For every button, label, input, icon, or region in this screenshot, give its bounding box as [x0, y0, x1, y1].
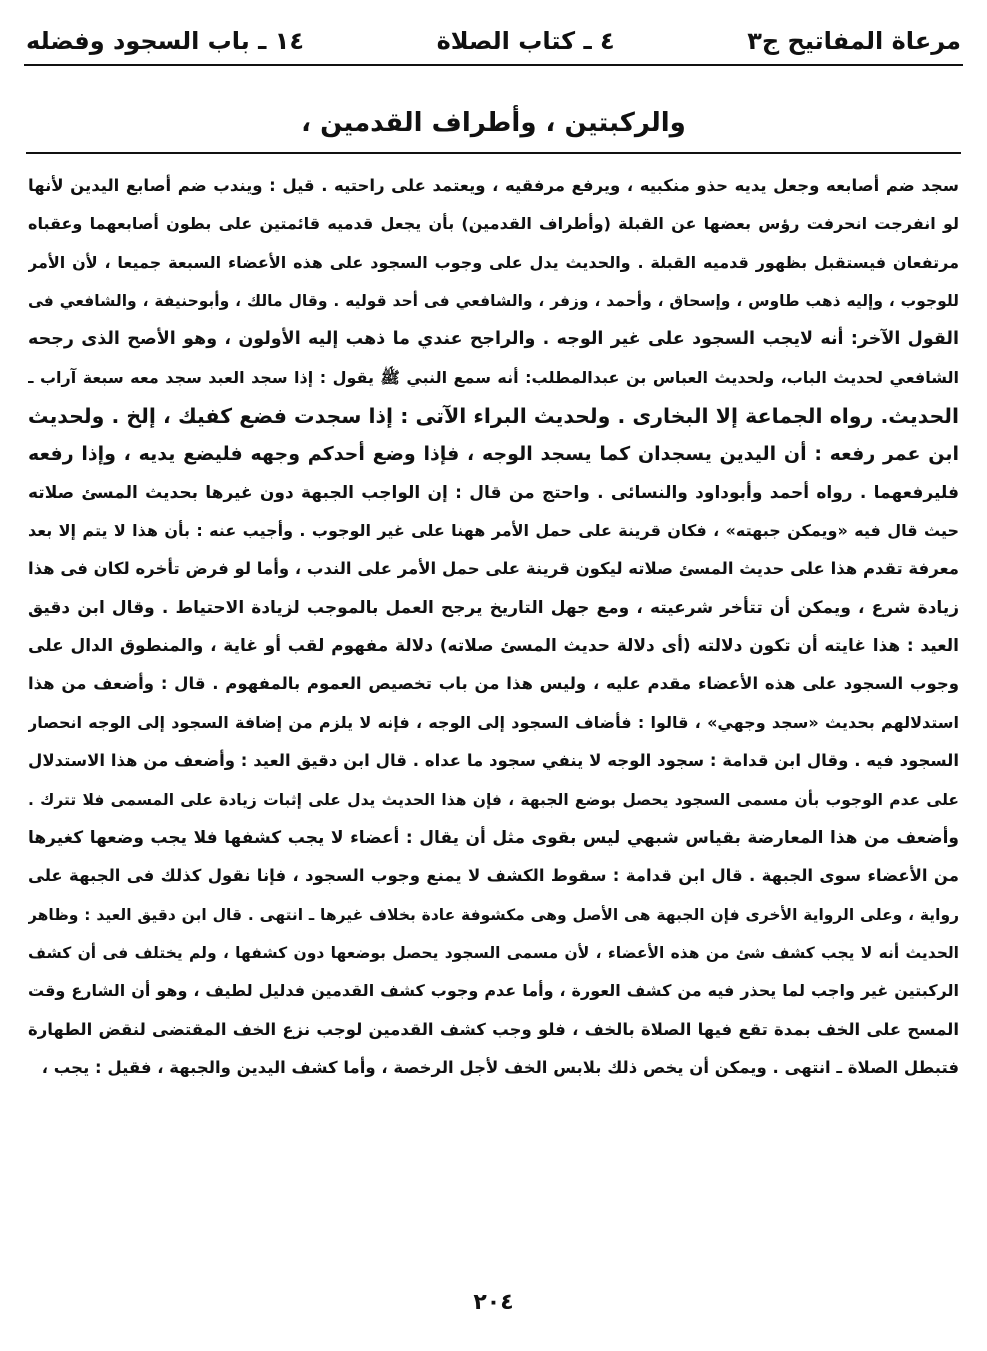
- commentary-line: سجد ضم أصابعه وجعل يديه حذو منكبيه ، ويرفع مرفقيه ، ويعتمد على راحتيه . قيل : ويندب ضم أصابع اليدين لأنها: [28, 176, 959, 195]
- commentary-line: العيد : هذا غايته أن تكون دلالته (أى دلالة حديث المسئ صلاته) دلالة مفهوم لقب أو غاية ، والمنطوق الدال على: [28, 636, 959, 657]
- commentary-line: حيث قال فيه «ويمكن جبهته» ، فكان قرينة على حمل الأمر ههنا على غير الوجوب . وأجيب عنه : بأن هذا لا يتم إلا بعد: [28, 521, 959, 541]
- commentary-line: من الأعضاء سوى الجبهة . قال ابن قدامة : سقوط الكشف لا يمنع وجوب السجود ، فإنا نقول كذلك فى الجبهة على: [28, 866, 959, 886]
- commentary-line: الركبتين غير واجب لما يحذر فيه من كشف العورة ، وأما عدم وجوب كشف القدمين فدليل لطيف ، وهو أن الشارع وقت: [28, 981, 959, 1001]
- commentary-line: مرتفعان فيستقبل بظهور قدميه القبلة . والحديث يدل على وجوب السجود على هذه الأعضاء السبعة جميعا ، لأن الأمر: [28, 252, 959, 272]
- page-number: ٢٠٤: [473, 1290, 514, 1315]
- commentary-line: وجوب السجود على هذه الأعضاء مقدم عليه ، وليس هذا من باب تخصيص العموم بالمفهوم . قال : وأضعف من هذا: [28, 674, 959, 694]
- commentary-line: فتبطل الصلاة ـ انتهى . ويمكن أن يخص ذلك بلابس الخف لأجل الرخصة ، وأما كشف اليدين والجبهة ، فقيل : يجب ،: [41, 1057, 959, 1077]
- commentary-line: رواية ، وعلى الرواية الأخرى فإن الجبهة هى الأصل وهى مكشوفة عادة بخلاف غيرها ـ انتهى . قال ابن دقيق العيد : وظاهر: [28, 905, 959, 924]
- commentary-line: استدلالهم بحديث «سجد وجهي» ، قالوا : فأضاف السجود إلى الوجه ، فإنه لا يلزم من إضافة السجود إلى الوجه انحصار: [28, 712, 959, 732]
- commentary-divider: [26, 152, 961, 154]
- header-divider: [24, 64, 963, 66]
- hadith-text-continuation: والركبتين ، وأطراف القدمين ،: [301, 108, 686, 138]
- commentary-line: الشافعي لحديث الباب، ولحديث العباس بن عبدالمطلب: أنه سمع النبي ﷺ يقول : إذا سجد العبد سجد معه سبعة آراب ـ: [28, 367, 959, 387]
- chapter-title: ٤ ـ كتاب الصلاة: [436, 27, 615, 55]
- commentary-line: الحديث. رواه الجماعة إلا البخارى . ولحديث البراء الآتى : إذا سجدت فضع كفيك ، إلخ . ولحديث: [28, 404, 959, 429]
- running-header: [26, 20, 961, 62]
- commentary-line: وأضعف من هذا المعارضة بقياس شبهي ليس بقوى مثل أن يقال : أعضاء لا يجب كشفها فلا يجب وضعها كغيرها: [28, 827, 959, 848]
- commentary-line: السجود فيه . وقال ابن قدامة : سجود الوجه لا ينفي سجود ما عداه . قال ابن دقيق العيد : وأضعف من هذا الاستدلال: [28, 751, 959, 771]
- commentary-line: زيادة شرع ، ويمكن أن تتأخر شرعيته ، ومع جهل التاريخ يرجح العمل بالموجب لزيادة الاحتياط . وقال ابن دقيق: [28, 597, 959, 618]
- section-title: ١٤ ـ باب السجود وفضله: [26, 27, 305, 55]
- commentary-line: على عدم الوجوب بأن مسمى السجود يحصل بوضع الجبهة ، فإن هذا الحديث يدل على إثبات زيادة على المسمى فلا تترك .: [28, 790, 959, 809]
- commentary-line: للوجوب ، وإليه ذهب طاوس ، وإسحاق ، وأحمد ، وزفر ، والشافعي فى أحد قوليه . وقال مالك ، وأبوحنيفة ، والشافعي فى: [28, 292, 959, 311]
- commentary-line: المسح على الخف بمدة تقع فيها الصلاة بالخف ، فلو وجب كشف القدمين لوجب نزع الخف المقتضى لنقض الطهارة: [28, 1019, 959, 1039]
- commentary-line: معرفة تقدم هذا على حديث المسئ صلاته ليكون قرينة على حمل الأمر على الندب ، وأما لو فرض تأخره لكان فى هذا: [28, 559, 959, 579]
- commentary-line: القول الآخر: أنه لايجب السجود على غير الوجه . والراجح عندي ما ذهب إليه الأولون ، وهو الأصح الذى رجحه: [28, 329, 959, 350]
- commentary-line: الحديث أنه لا يجب كشف شئ من هذه الأعضاء ، لأن مسمى السجود يحصل بوضعها دون كشفها ، ولم يختلف فى أن كشف: [28, 943, 959, 962]
- book-title: مرعاة المفاتيح ج٣: [747, 27, 961, 55]
- commentary-line: ابن عمر رفعه : أن اليدين يسجدان كما يسجد الوجه ، فإذا وضع أحدكم وجهه فليضع يديه ، وإذا رفعه: [28, 443, 959, 466]
- commentary-body: [28, 167, 959, 1087]
- commentary-line: فليرفعهما . رواه أحمد وأبوداود والنسائى . واحتج من قال : إن الواجب الجبهة دون غيرها بحديث المسئ صلاته: [28, 482, 959, 503]
- commentary-line: لو انفرجت انحرفت رؤس بعضها عن القبلة (وأطراف القدمين) بأن يجعل قدميه قائمتين على بطون أصابعهما وعقباه: [28, 214, 959, 234]
